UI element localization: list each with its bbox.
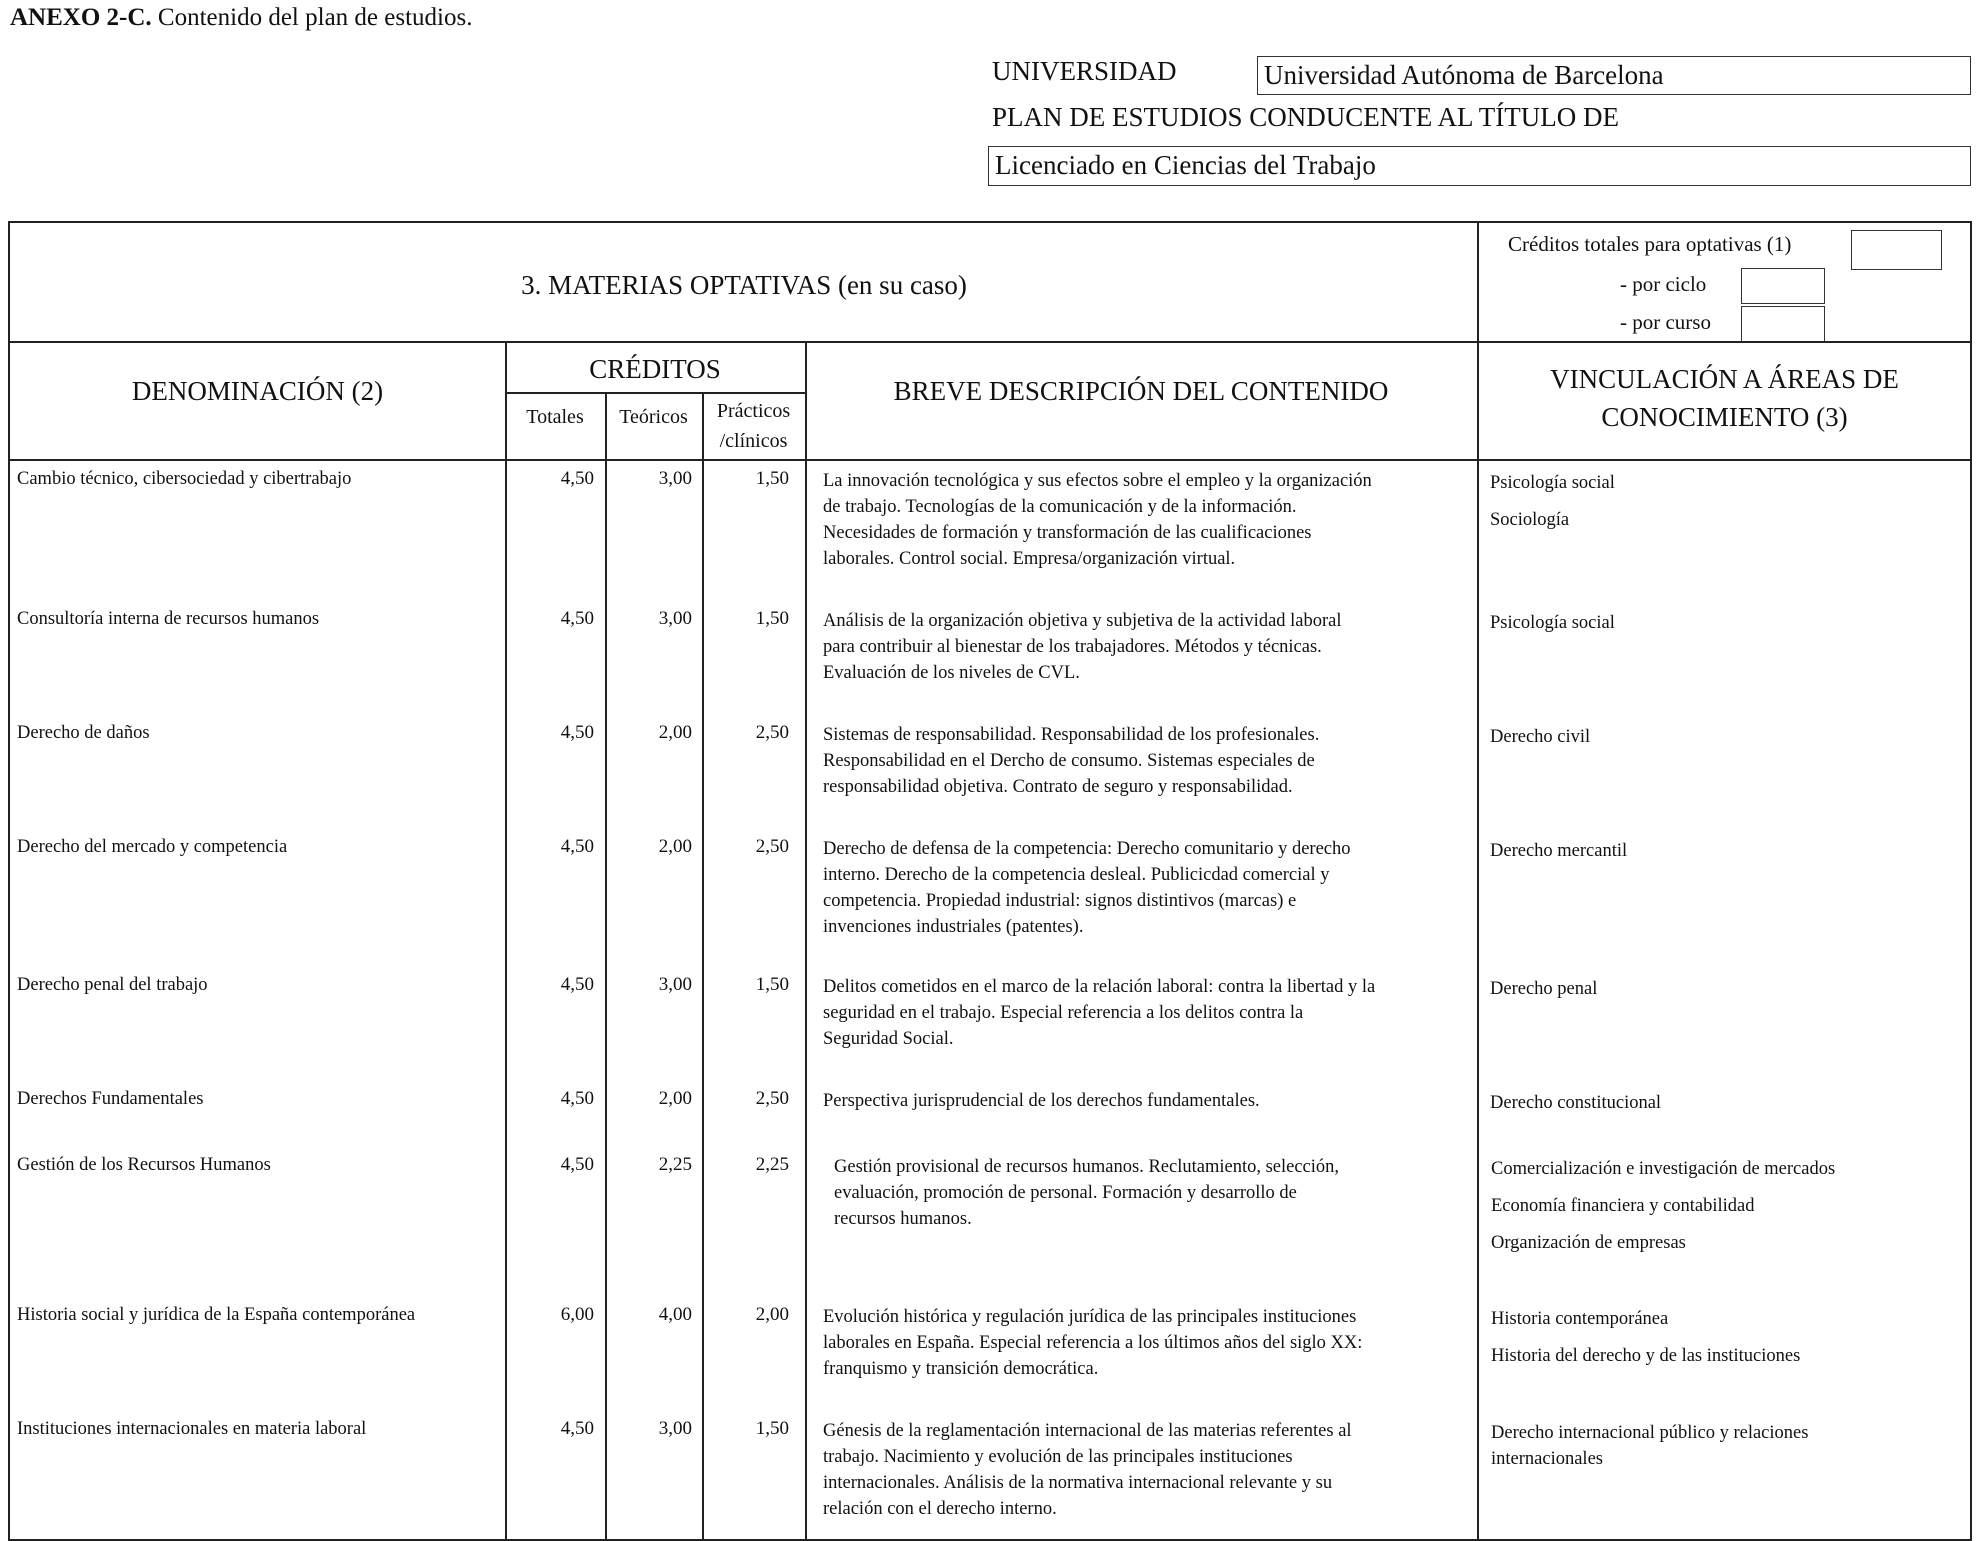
row-name: Derecho penal del trabajo (17, 975, 208, 995)
area-item: Sociología (1490, 510, 1570, 530)
row-practicos: 1,50 (755, 468, 789, 489)
practicos-column-rule (702, 392, 704, 1541)
col-vinculacion (1477, 360, 1972, 436)
row-totales: 4,50 (560, 1154, 594, 1175)
row-name: Cambio técnico, cibersociedad y cibertrabajo (17, 469, 352, 489)
plan-label: PLAN DE ESTUDIOS CONDUCENTE AL TÍTULO DE (992, 102, 1619, 132)
descripcion-column-rule (805, 341, 807, 1541)
description-line: franquismo y transición democrática. (823, 1359, 1099, 1379)
row-description (823, 468, 1463, 572)
row-name: Consultoría interna de recursos humanos (17, 609, 320, 629)
row-description (834, 1154, 1474, 1232)
area-item: Organización de empresas (1491, 1233, 1686, 1253)
area-item: Historia del derecho y de las instituciones (1491, 1346, 1801, 1366)
section-divider (8, 341, 1972, 343)
row-areas (1490, 470, 1930, 544)
row-totales: 4,50 (560, 608, 594, 629)
row-areas (1490, 838, 1930, 875)
description-line: seguridad en el trabajo. Especial referencia a los delitos contra la (823, 1003, 1304, 1023)
row-teoricos: 2,00 (658, 722, 692, 743)
row-description (823, 1088, 1463, 1114)
anexo-description: Contenido del plan de estudios. (151, 4, 473, 31)
row-name: Derecho del mercado y competencia (17, 837, 288, 857)
row-description (823, 836, 1463, 940)
row-practicos: 2,50 (755, 1088, 789, 1109)
area-item: Derecho civil (1490, 727, 1591, 747)
description-line: laborales. Control social. Empresa/organización virtual. (823, 549, 1236, 569)
row-practicos: 2,25 (755, 1154, 789, 1175)
area-item: Psicología social (1490, 613, 1615, 633)
row-practicos: 2,00 (755, 1304, 789, 1325)
description-line: Responsabilidad en el Dercho de consumo. Sistemas especiales de (823, 751, 1315, 771)
area-item: Derecho mercantil (1490, 841, 1628, 861)
description-line: trabajo. Nacimiento y evolución de las principales instituciones (823, 1447, 1293, 1467)
description-line: evaluación, promoción de personal. Formación y desarrollo de (834, 1183, 1297, 1203)
row-description (823, 974, 1463, 1052)
row-name: Derecho de daños (17, 723, 150, 743)
row-teoricos: 2,25 (658, 1154, 692, 1175)
col-descripcion: BREVE DESCRIPCIÓN DEL CONTENIDO (893, 376, 1389, 406)
description-line: de trabajo. Tecnologías de la comunicación y de la información. (823, 497, 1297, 517)
col-practicos (702, 396, 805, 456)
row-description (823, 1418, 1463, 1522)
area-item: Derecho constitucional (1490, 1093, 1662, 1113)
por-curso-box[interactable] (1741, 306, 1825, 342)
row-areas (1490, 724, 1930, 761)
row-totales: 4,50 (560, 722, 594, 743)
description-line: Evaluación de los niveles de CVL. (823, 663, 1080, 683)
description-line: Perspectiva jurisprudencial de los derechos fundamentales. (823, 1091, 1260, 1111)
totales-column-rule (505, 341, 507, 1541)
row-name: Historia social y jurídica de la España contemporánea (17, 1305, 416, 1325)
por-ciclo-box[interactable] (1741, 268, 1825, 304)
description-line: interno. Derecho de la competencia desleal. Publicicdad comercial y (823, 865, 1330, 885)
col-practicos-line2: /clínicos (719, 430, 788, 452)
description-line: Gestión provisional de recursos humanos. Reclutamiento, selección, (834, 1157, 1340, 1177)
row-practicos: 1,50 (755, 608, 789, 629)
col-totales: Totales (526, 406, 584, 428)
description-line: Génesis de la reglamentación internacional de las materias referentes al (823, 1421, 1352, 1441)
row-areas (1490, 610, 1930, 647)
creditos-subdivider (505, 392, 805, 394)
col-teoricos: Teóricos (619, 406, 688, 428)
row-areas (1490, 1090, 1930, 1127)
por-ciclo-label: - por ciclo (1620, 272, 1707, 296)
description-line: Sistemas de responsabilidad. Responsabilidad de los profesionales. (823, 725, 1320, 745)
row-practicos: 1,50 (755, 1418, 789, 1439)
por-curso-label: - por curso (1620, 310, 1711, 334)
description-line: La innovación tecnológica y sus efectos sobre el empleo y la organización (823, 471, 1372, 491)
row-totales: 6,00 (560, 1304, 594, 1325)
description-line: Seguridad Social. (823, 1029, 954, 1049)
row-name: Instituciones internacionales en materia laboral (17, 1419, 367, 1439)
description-line: invenciones industriales (patentes). (823, 917, 1084, 937)
description-line: recursos humanos. (834, 1209, 972, 1229)
row-areas (1491, 1306, 1931, 1380)
universidad-label: UNIVERSIDAD (992, 56, 1177, 86)
col-practicos-line1: Prácticos (716, 400, 791, 422)
row-teoricos: 3,00 (658, 608, 692, 629)
area-item: Historia contemporánea (1491, 1309, 1669, 1329)
teoricos-column-rule (605, 392, 607, 1541)
description-line: Necesidades de formación y transformación de las cualificaciones (823, 523, 1312, 543)
row-totales: 4,50 (560, 836, 594, 857)
area-item: Derecho internacional público y relaciones (1491, 1423, 1809, 1443)
universidad-field[interactable]: Universidad Autónoma de Barcelona (1257, 56, 1971, 95)
row-description (823, 1304, 1463, 1382)
row-totales: 4,50 (560, 468, 594, 489)
description-line: Delitos cometidos en el marco de la relación laboral: contra la libertad y la (823, 977, 1376, 997)
header-divider (8, 459, 1972, 461)
description-line: relación con el derecho interno. (823, 1499, 1057, 1519)
titulo-field[interactable]: Licenciado en Ciencias del Trabajo (988, 146, 1971, 186)
description-line: laborales en España. Especial referencia a los últimos años del siglo XX: (823, 1333, 1363, 1353)
description-line: responsabilidad objetiva. Contrato de seguro y responsabilidad. (823, 777, 1293, 797)
row-practicos: 2,50 (755, 722, 789, 743)
row-teoricos: 4,00 (658, 1304, 692, 1325)
row-areas (1490, 976, 1930, 1013)
row-teoricos: 3,00 (658, 974, 692, 995)
col-denominacion: DENOMINACIÓN (2) (131, 376, 384, 406)
row-teoricos: 3,00 (658, 1418, 692, 1439)
row-name: Derechos Fundamentales (17, 1089, 204, 1109)
area-item: Comercialización e investigación de mercados (1491, 1159, 1836, 1179)
row-practicos: 1,50 (755, 974, 789, 995)
area-item: internacionales (1491, 1449, 1603, 1469)
description-line: internacionales. Análisis de la normativa internacional relevante y su (823, 1473, 1333, 1493)
description-line: Evolución histórica y regulación jurídica de las principales instituciones (823, 1307, 1357, 1327)
area-item: Derecho penal (1490, 979, 1598, 999)
row-description (823, 722, 1463, 800)
row-practicos: 2,50 (755, 836, 789, 857)
description-line: Derecho de defensa de la competencia: Derecho comunitario y derecho (823, 839, 1351, 859)
row-description (823, 608, 1463, 686)
row-areas (1491, 1156, 1931, 1267)
row-areas (1491, 1420, 1931, 1472)
document-heading (10, 4, 472, 32)
description-line: competencia. Propiedad industrial: signos distintivos (marcas) e (823, 891, 1297, 911)
area-item: Psicología social (1490, 473, 1615, 493)
col-vinculacion-line1: VINCULACIÓN A ÁREAS DE (1550, 364, 1899, 394)
creditos-totales-box[interactable] (1851, 230, 1942, 270)
col-creditos: CRÉDITOS (589, 354, 721, 384)
row-totales: 4,50 (560, 1088, 594, 1109)
description-line: para contribuir al bienestar de los trabajadores. Métodos y técnicas. (823, 637, 1322, 657)
creditos-totales-label: Créditos totales para optativas (1) (1508, 232, 1792, 256)
row-name: Gestión de los Recursos Humanos (17, 1155, 271, 1175)
row-totales: 4,50 (560, 974, 594, 995)
row-totales: 4,50 (560, 1418, 594, 1439)
description-line: Análisis de la organización objetiva y subjetiva de la actividad laboral (823, 611, 1342, 631)
section-title: 3. MATERIAS OPTATIVAS (en su caso) (521, 270, 967, 300)
row-teoricos: 2,00 (658, 1088, 692, 1109)
row-teoricos: 3,00 (658, 468, 692, 489)
anexo-label: ANEXO 2-C. (10, 4, 152, 31)
row-teoricos: 2,00 (658, 836, 692, 857)
col-vinculacion-line2: CONOCIMIENTO (3) (1601, 402, 1848, 432)
area-item: Economía financiera y contabilidad (1491, 1196, 1755, 1216)
